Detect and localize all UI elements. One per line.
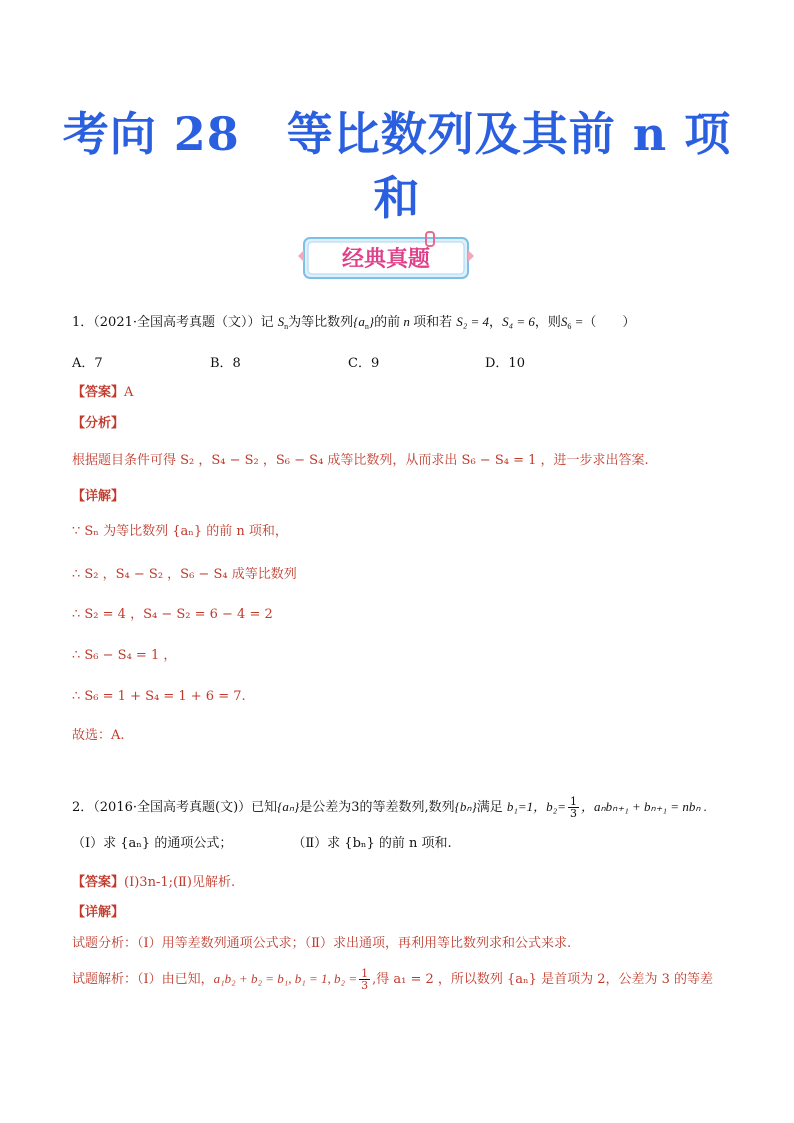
badge-label: 经典真题 [341, 246, 431, 272]
fraction-one-third-2: $\frac{1}{3}$ [361, 967, 369, 992]
q2-stem: 2．（2016·全国高考真题(文)）已知{aₙ}是公差为3的等差数列,数列{bₙ}满足 b₁=1，b₂= $\frac{1}{3}$ ，aₙbₙ₊₁ + bₙ₊₁ = nbₙ . [72, 795, 708, 820]
q1-step-4: ∴ S₆ − S₄ = 1 ， [72, 648, 177, 663]
page-title-line2: 和 [373, 171, 421, 225]
q2-answer: 【答案】(Ⅰ)3n-1;(Ⅱ)见解析. [72, 875, 236, 890]
classic-exam-badge [298, 230, 476, 284]
q2-detail-label: 【详解】 [72, 905, 125, 920]
q2-parts: （Ⅰ）求 {aₙ} 的通项公式； （Ⅱ）求 {bₙ} 的前 n 项和. [72, 836, 452, 851]
q1-option-c[interactable]: C．9 [348, 356, 380, 371]
q1-answer: 【答案】A [72, 385, 134, 400]
q1-option-a[interactable]: A．7 [72, 356, 103, 371]
fraction-one-third: $\frac{1}{3}$ [569, 795, 577, 820]
q1-step-1: ∵ Sₙ 为等比数列 {aₙ} 的前 n 项和， [72, 524, 288, 539]
q1-step-3: ∴ S₂ = 4 ，S₄ − S₂ = 6 − 4 = 2 [72, 607, 273, 622]
q1-step-5: ∴ S₆ = 1 + S₄ = 1 + 6 = 7. [72, 689, 246, 704]
q1-option-b[interactable]: B．8 [210, 356, 241, 371]
q1-step-2: ∴ S₂ ，S₄ − S₂ ，S₆ − S₄ 成等比数列 [72, 567, 297, 582]
q2-analysis: 试题分析：（Ⅰ）用等差数列通项公式求；（Ⅱ）求出通项，再利用等比数列求和公式来求. [72, 936, 572, 951]
page-title-line1: 考向 28 等比数列及其前 n 项 [62, 107, 732, 161]
q2-solution: 试题解析：（Ⅰ）由已知，a₁b₂ + b₂ = b₁, b₁ = 1, b₂ = $\frac{1}{3}$ ,得 a₁ = 2 ，所以数列 {aₙ} 是首项为 2，公差为 3 的等差 [72, 967, 714, 992]
q1-detail-label: 【详解】 [72, 489, 125, 504]
q1-option-d[interactable]: D．10 [485, 356, 525, 371]
q1-analysis-label: 【分析】 [72, 416, 125, 431]
q1-choose: 故选：A. [72, 728, 125, 743]
q1-analysis-text: 根据题目条件可得 S₂ ，S₄ − S₂ ，S₆ − S₄ 成等比数列，从而求出 S₆ − S₄ = 1 ，进一步求出答案. [72, 453, 649, 468]
q1-stem: 1．（2021·全国高考真题（文））记 $S_n$为等比数列$\{a_n\}$的前 n 项和若 S₂ = 4，S₄ = 6，则$S_6$ =（ ） [72, 314, 636, 331]
